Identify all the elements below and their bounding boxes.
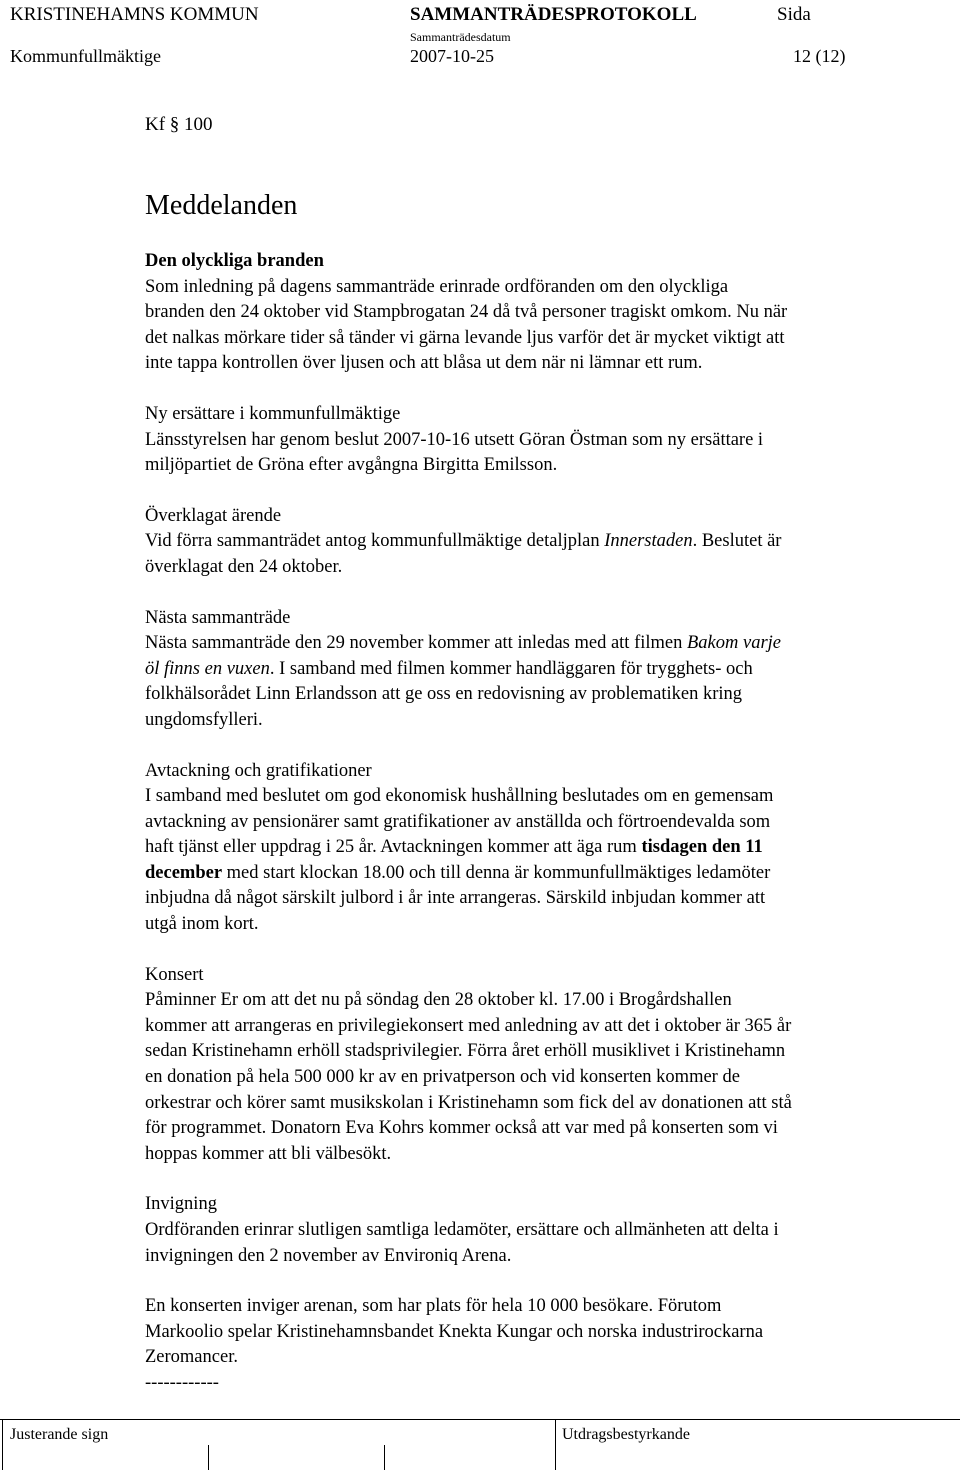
text-line: en donation på hela 500 000 kr av en privatperson och vid konserten kommer de bbox=[145, 1067, 740, 1088]
text-line: utgå inom kort. bbox=[145, 914, 259, 935]
doc-type: SAMMANTRÄDESPROTOKOLL bbox=[410, 4, 697, 25]
text-line bbox=[145, 529, 945, 555]
section-heading: Den olyckliga branden bbox=[145, 251, 324, 271]
text-line: Zeromancer. bbox=[145, 1347, 238, 1368]
meeting-date: 2007-10-25 bbox=[410, 46, 494, 66]
text-line: inbjudna då något särskilt julbord i år inte arrangeras. Särskild inbjudan kommer att bbox=[145, 888, 766, 909]
text-fragment: haft tjänst eller uppdrag i 25 år. Avtackningen kommer att äga rum bbox=[145, 837, 642, 858]
text-line: kommer att arrangeras en privilegiekonsert med anledning av att det i oktober är 365 år bbox=[145, 1015, 792, 1036]
text-fragment: . I samband med filmen kommer handläggaren för trygghets- och bbox=[269, 658, 753, 679]
section-heading: Avtackning och gratifikationer bbox=[145, 760, 372, 781]
text-line: miljöpartiet de Gröna efter avgångna Birgitta Emilsson. bbox=[145, 455, 558, 476]
text-line: ungdomsfylleri. bbox=[145, 709, 263, 730]
text-line bbox=[145, 657, 945, 683]
document-body bbox=[145, 249, 945, 1397]
text-line: Ordföranden erinrar slutligen samtliga ledamöter, ersättare och allmänheten att delta i bbox=[145, 1220, 779, 1240]
text-line: för programmet. Donatorn Eva Kohrs kommer också att var med på konserten som vi bbox=[145, 1118, 778, 1139]
text-line: Markoolio spelar Kristinehamnsbandet Knekta Kungar och norska industrirockarna bbox=[145, 1321, 764, 1342]
signature-box-border bbox=[384, 1445, 385, 1470]
text-line: sedan Kristinehamn erhöll stadsprivilegier. Förra året erhöll musiklivet i Kristinehamn bbox=[145, 1041, 786, 1062]
text-line: det nalkas mörkare tider så tänder vi gärna levande ljus varför det är mycket viktigt att bbox=[145, 327, 785, 348]
separator-line: ------------ bbox=[145, 1372, 219, 1393]
event-date: december bbox=[145, 862, 223, 883]
film-title: öl finns en vuxen bbox=[145, 658, 270, 679]
section-fire bbox=[145, 249, 945, 377]
signature-box-border bbox=[555, 1420, 556, 1470]
section-heading: Överklagat ärende bbox=[145, 505, 282, 526]
text-line: branden den 24 oktober vid Stampbrogatan 24 då två personer tragiskt omkom. Nu när bbox=[145, 302, 788, 323]
section-appealed-matter bbox=[145, 504, 945, 581]
section-inauguration bbox=[145, 1192, 945, 1396]
text-fragment: . Beslutet är bbox=[692, 531, 782, 552]
text-fragment: Nästa sammanträde den 29 november kommer att inledas med att filmen bbox=[145, 633, 687, 654]
page-label: Sida bbox=[777, 4, 811, 25]
text-line: hoppas kommer att bli välbesökt. bbox=[145, 1143, 392, 1164]
text-line: I samband med beslutet om god ekonomisk hushållning beslutades om en gemensam bbox=[145, 786, 774, 807]
event-date: tisdagen den 11 bbox=[641, 837, 763, 858]
signature-box-border bbox=[208, 1445, 209, 1470]
section-heading: Invigning bbox=[145, 1194, 217, 1215]
section-next-meeting bbox=[145, 606, 945, 734]
meeting-body: Kommunfullmäktige bbox=[10, 46, 161, 66]
text-line: invigningen den 2 november av Environiq Arena. bbox=[145, 1245, 512, 1266]
text-line: Som inledning på dagens sammanträde erinrade ordföranden om den olyckliga bbox=[145, 276, 729, 297]
section-new-substitute bbox=[145, 402, 945, 479]
section-heading: Nästa sammanträde bbox=[145, 607, 291, 628]
section-concert bbox=[145, 963, 945, 1168]
page-title: Meddelanden bbox=[145, 190, 298, 221]
plan-name: Innerstaden bbox=[604, 531, 693, 552]
text-line: En konserten inviger arenan, som har plats för hela 10 000 besökare. Förutom bbox=[145, 1296, 722, 1317]
text-line: folkhälsorådet Linn Erlandsson att ge oss en redovisning av problematiken kring bbox=[145, 684, 743, 705]
section-heading: Konsert bbox=[145, 964, 204, 985]
text-fragment: Vid förra sammanträdet antog kommunfullmäktige detaljplan bbox=[145, 531, 605, 552]
text-fragment: med start klockan 18.00 och till denna är kommunfullmäktiges ledamöter bbox=[222, 862, 771, 883]
signature-box-border bbox=[2, 1420, 3, 1470]
date-label: Sammanträdesdatum bbox=[410, 30, 511, 44]
film-title: Bakom varje bbox=[686, 633, 781, 654]
footer-divider bbox=[0, 1419, 960, 1420]
text-line: avtackning av pensionärer samt gratifikationer av anställda och förtroendevalda som bbox=[145, 811, 771, 832]
text-line bbox=[145, 835, 945, 861]
text-line: överklagat den 24 oktober. bbox=[145, 556, 343, 577]
text-line: Länsstyrelsen har genom beslut 2007-10-16 utsett Göran Östman som ny ersättare i bbox=[145, 429, 764, 450]
section-heading: Ny ersättare i kommunfullmäktige bbox=[145, 403, 401, 424]
text-line: Påminner Er om att det nu på söndag den 28 oktober kl. 17.00 i Brogårdshallen bbox=[145, 990, 732, 1011]
text-line: orkestrar och körer samt musikskolan i Kristinehamn som fick del av donationen att stå bbox=[145, 1092, 792, 1113]
section-recognition bbox=[145, 759, 945, 938]
org-name: KRISTINEHAMNS KOMMUN bbox=[10, 4, 259, 25]
text-line bbox=[145, 631, 945, 657]
text-line bbox=[145, 861, 945, 887]
extract-label: Utdragsbestyrkande bbox=[562, 1426, 690, 1443]
text-line: inte tappa kontrollen över ljusen och att blåsa ut dem när ni lämnar ett rum. bbox=[145, 353, 703, 374]
sign-label: Justerande sign bbox=[10, 1426, 109, 1443]
case-reference: Kf § 100 bbox=[145, 114, 213, 135]
page-number: 12 (12) bbox=[793, 46, 846, 66]
